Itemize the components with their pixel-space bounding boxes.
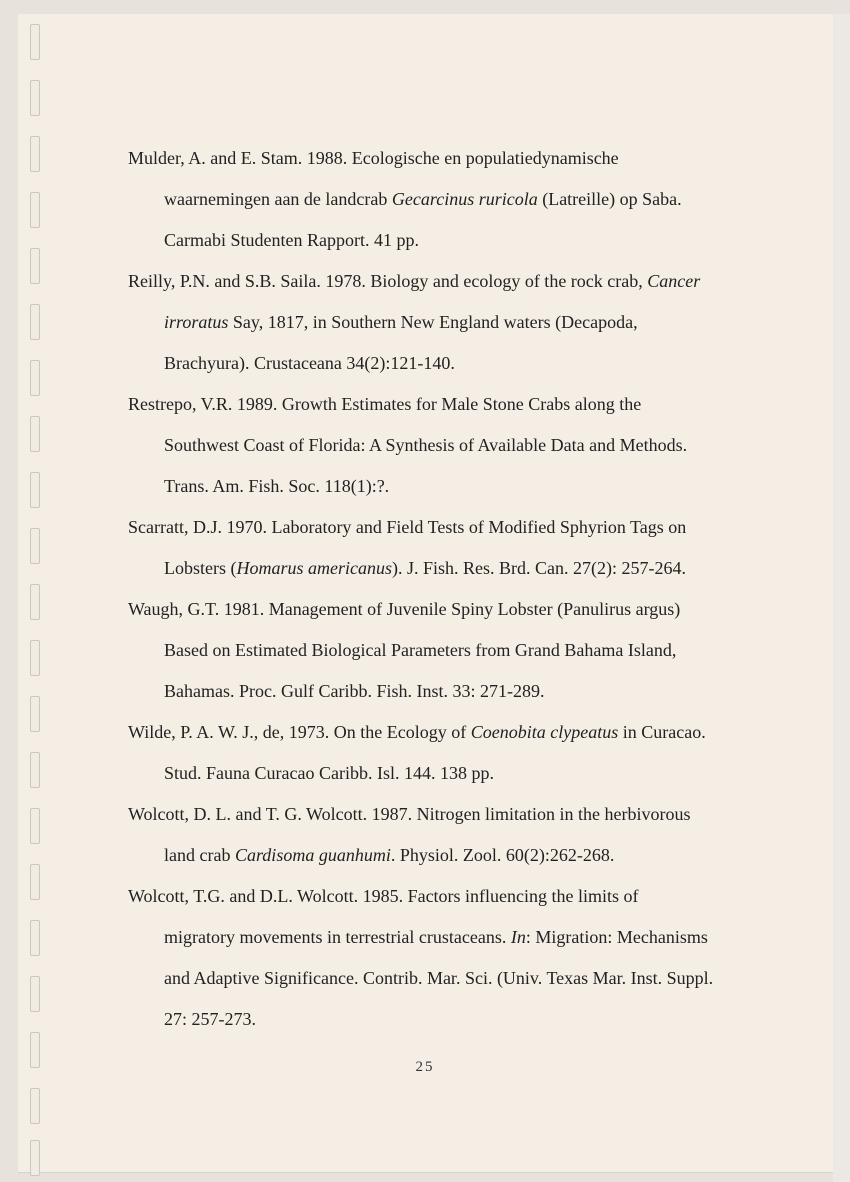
- ref-text: Wilde, P. A. W. J., de, 1973. On the Ecology of: [128, 722, 471, 742]
- reference-line: [128, 343, 778, 384]
- binding-hole: [30, 472, 40, 508]
- species-name: Homarus americanus: [236, 558, 392, 578]
- reference-line: [128, 958, 778, 999]
- species-name: Gecarcinus ruricola: [391, 189, 538, 209]
- ref-text: (Latreille) op Saba.: [537, 189, 682, 209]
- reference-line: [128, 548, 778, 589]
- reference-entry: [128, 794, 778, 876]
- reference-entry: [128, 384, 778, 507]
- ref-text: Scarratt, D.J. 1970. Laboratory and Field Tests of Modified Sphyrion Tags on: [128, 517, 687, 537]
- species-name: Coenobita clypeatus: [470, 722, 619, 742]
- binding-hole: [30, 976, 40, 1012]
- binding-hole: [30, 80, 40, 116]
- reference-line: [128, 220, 778, 261]
- species-name: Cancer: [647, 271, 701, 291]
- page-number: 25: [415, 1059, 435, 1075]
- reference-entry: [128, 507, 778, 589]
- ref-text: Lobsters (: [164, 558, 237, 578]
- species-name: Cardisoma guanhumi: [234, 845, 391, 865]
- reference-line: [128, 261, 778, 302]
- binding-hole: [30, 864, 40, 900]
- reference-line: [128, 507, 778, 548]
- binding-hole: [30, 304, 40, 340]
- binding-hole: [30, 192, 40, 228]
- reference-line: [128, 302, 778, 343]
- binding-hole: [30, 528, 40, 564]
- ref-text: 27: 257-273.: [164, 1009, 256, 1029]
- reference-line: [128, 835, 778, 876]
- ref-text: Wolcott, D. L. and T. G. Wolcott. 1987. Nitrogen limitation in the herbivorous: [128, 804, 691, 824]
- ref-text: Based on Estimated Biological Parameters from Grand Bahama Island,: [164, 640, 677, 660]
- reference-line: [128, 671, 778, 712]
- reference-line: [128, 753, 778, 794]
- reference-line: [128, 466, 778, 507]
- reference-entry: [128, 876, 778, 1040]
- binding-hole: [30, 136, 40, 172]
- ref-text: Carmabi Studenten Rapport. 41 pp.: [164, 230, 419, 250]
- ref-text: Restrepo, V.R. 1989. Growth Estimates for Male Stone Crabs along the: [128, 394, 642, 414]
- ref-text: Say, 1817, in Southern New England waters (Decapoda,: [228, 312, 638, 332]
- ref-text: Reilly, P.N. and S.B. Saila. 1978. Biology and ecology of the rock crab,: [128, 271, 648, 291]
- ref-text: Bahamas. Proc. Gulf Caribb. Fish. Inst. 33: 271-289.: [164, 681, 545, 701]
- ref-text: . Physiol. Zool. 60(2):262-268.: [390, 845, 615, 865]
- ref-text: Southwest Coast of Florida: A Synthesis of Available Data and Methods.: [164, 435, 688, 455]
- binding-hole: [30, 752, 40, 788]
- reference-entry: [128, 261, 778, 384]
- ref-text: Brachyura). Crustaceana 34(2):121-140.: [164, 353, 455, 373]
- ref-text: and Adaptive Significance. Contrib. Mar. Sci. (Univ. Texas Mar. Inst. Suppl.: [164, 968, 714, 988]
- reference-entry: [128, 138, 778, 261]
- ref-italic: In: [510, 927, 526, 947]
- reference-line: [128, 794, 778, 835]
- reference-line: [128, 876, 778, 917]
- binding-hole: [30, 416, 40, 452]
- reference-entry: [128, 589, 778, 712]
- species-name: irroratus: [164, 312, 229, 332]
- binding-hole: [30, 640, 40, 676]
- binding-hole: [30, 584, 40, 620]
- reference-line: [128, 179, 778, 220]
- page-edge: [833, 14, 850, 1182]
- reference-line: [128, 138, 778, 179]
- binding-hole: [30, 360, 40, 396]
- binding-hole: [30, 248, 40, 284]
- ref-text: waarnemingen aan de landcrab: [164, 189, 392, 209]
- ref-text: Waugh, G.T. 1981. Management of Juvenile Spiny Lobster (Panulirus argus): [128, 599, 681, 619]
- reference-line: [128, 712, 778, 753]
- reference-line: [128, 384, 778, 425]
- binding-hole: [30, 1088, 40, 1124]
- reference-line: [128, 917, 778, 958]
- ref-text: Mulder, A. and E. Stam. 1988. Ecologische en populatiedynamische: [128, 148, 619, 168]
- binding-hole: [30, 808, 40, 844]
- ref-text: Wolcott, T.G. and D.L. Wolcott. 1985. Factors influencing the limits of: [128, 886, 639, 906]
- ref-text: Trans. Am. Fish. Soc. 118(1):?.: [164, 476, 390, 496]
- ref-text: : Migration: Mechanisms: [525, 927, 708, 947]
- ref-text: migratory movements in terrestrial crustaceans.: [164, 927, 511, 947]
- reference-line: [128, 425, 778, 466]
- ref-text: Stud. Fauna Curacao Caribb. Isl. 144. 138 pp.: [164, 763, 494, 783]
- reference-entry: [128, 712, 778, 794]
- ref-text: land crab: [164, 845, 235, 865]
- ref-text: ). J. Fish. Res. Brd. Can. 27(2): 257-264.: [391, 558, 686, 578]
- binding-hole: [30, 920, 40, 956]
- binding-hole: [30, 696, 40, 732]
- reference-line: [128, 589, 778, 630]
- ref-text: in Curacao.: [618, 722, 706, 742]
- binding-hole: [30, 24, 40, 60]
- reference-line: [128, 630, 778, 671]
- binding-hole: [30, 1140, 40, 1176]
- reference-line: [128, 999, 778, 1040]
